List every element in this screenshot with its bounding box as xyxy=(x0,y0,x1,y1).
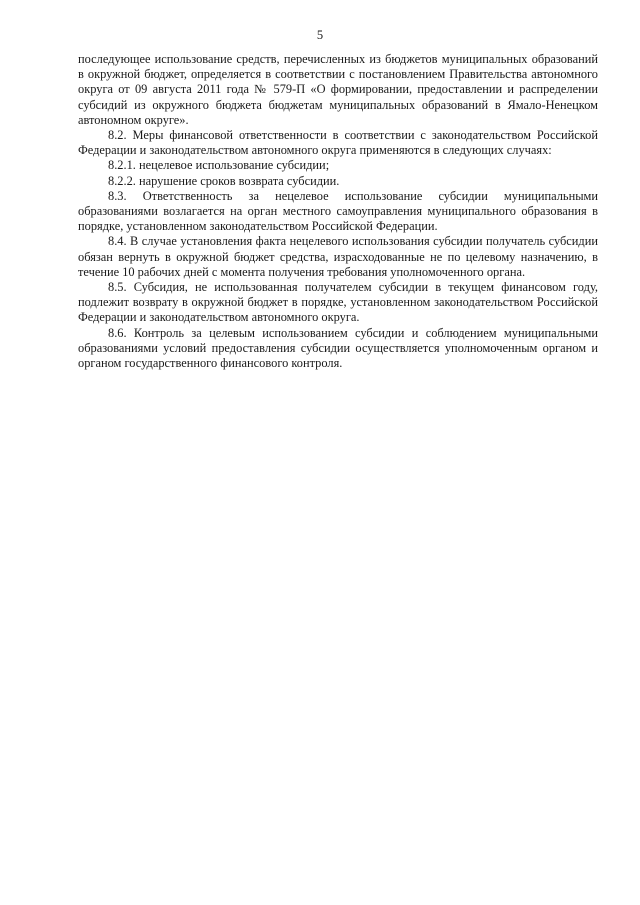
paragraph-8-6: 8.6. Контроль за целевым использованием субсидии и соблюдением муниципальными образованиями условий предоставления субсидии осуществляется уполномоченным органом и органом государственного финансового контроля. xyxy=(78,325,598,371)
paragraph-8-3: 8.3. Ответственность за нецелевое использование субсидии муниципальными образованиями возлагается на орган местного самоуправления муниципального образования в порядке, установленном законодательством Российской Федерации. xyxy=(78,188,598,234)
paragraph-continuation: последующее использование средств, перечисленных из бюджетов муниципальных образований в окружной бюджет, определяется в соответствии с постановлением Правительства автономного округа от 09 августа 2011 года № 579-П «О формировании, предоставлении и распределении субсидий из окружного бюджета бюджетам муниципальных образований в Ямало-Ненецком автономном округе». xyxy=(78,52,598,127)
document-body xyxy=(78,52,598,371)
paragraph-8-2-1: 8.2.1. нецелевое использование субсидии; xyxy=(108,158,330,173)
paragraph-8-2: 8.2. Меры финансовой ответственности в соответствии с законодательством Российской Федерации и законодательством автономного округа применяются в следующих случаях: xyxy=(78,128,598,158)
paragraph-8-2-2: 8.2.2. нарушение сроков возврата субсидии. xyxy=(108,173,340,188)
paragraph-8-4: 8.4. В случае установления факта нецелевого использования субсидии получатель субсидии обязан вернуть в окружной бюджет средства, израсходованные не по целевому назначению, в течение 10 рабочих дней с момента получения требования уполномоченного органа. xyxy=(78,234,598,279)
page-number: 5 xyxy=(316,28,324,42)
paragraph-8-5: 8.5. Субсидия, не использованная получателем субсидии в текущем финансовом году, подлежит возврату в окружной бюджет в порядке, установленном законодательством Российской Федерации и законодательством автономного округа. xyxy=(78,280,598,325)
